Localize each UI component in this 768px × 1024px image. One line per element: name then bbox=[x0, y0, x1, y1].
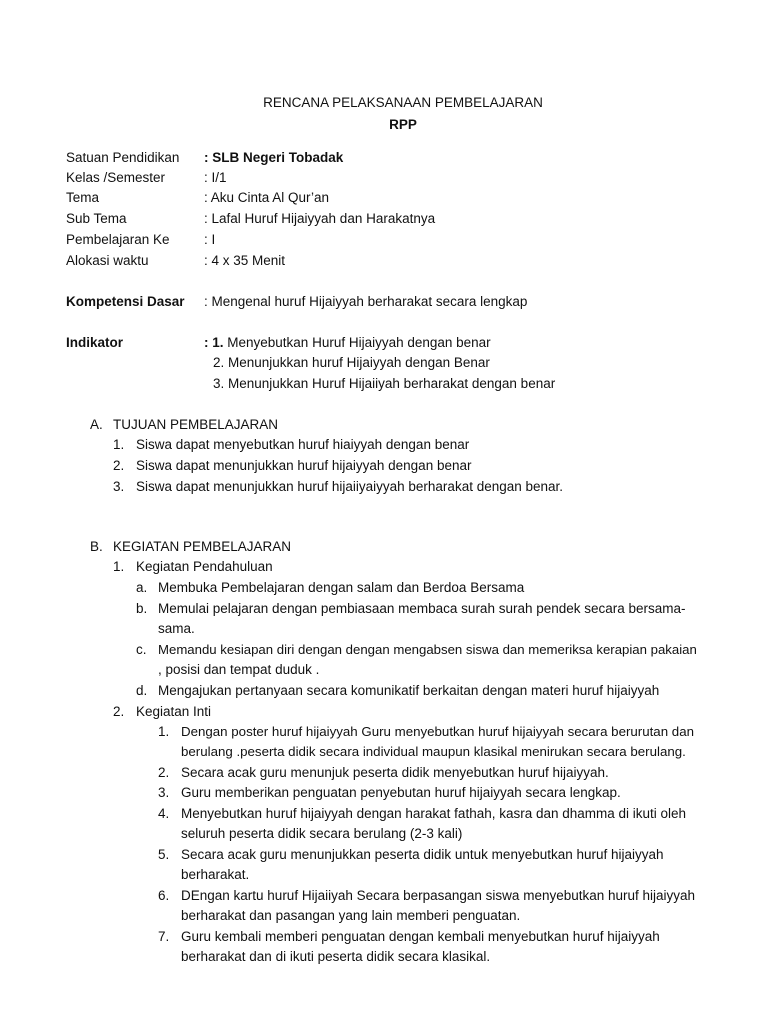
inti-item-cont: berulang .peserta didik secara individual maupun klasikal menirukan secara berulang. bbox=[181, 744, 686, 759]
inti-number: 6. bbox=[158, 888, 170, 903]
pendahuluan-marker: c. bbox=[136, 642, 147, 657]
indikator-item-2: 2. Menunjukkan huruf Hijaiyyah dengan Benar bbox=[213, 355, 490, 370]
indikator-label: Indikator bbox=[66, 335, 124, 350]
identity-label: Pembelajaran Ke bbox=[66, 232, 170, 247]
section-marker: B. bbox=[90, 539, 103, 554]
inti-item: Secara acak guru menunjukkan peserta didik untuk menyebutkan huruf hijaiyyah bbox=[181, 847, 664, 862]
inti-item-cont: berharakat. bbox=[181, 867, 250, 882]
identity-value: : 4 x 35 Menit bbox=[204, 253, 286, 268]
inti-item: Secara acak guru menunjuk peserta didik menyebutkan huruf hijaiyyah. bbox=[181, 765, 609, 780]
inti-item: Dengan poster huruf hijaiyyah Guru menyebutkan huruf hijaiyyah secara berurutan dan bbox=[181, 724, 694, 739]
section-marker: A. bbox=[90, 417, 103, 432]
pendahuluan-item: Memulai pelajaran dengan pembiasaan membaca surah surah pendek secara bersama- bbox=[158, 601, 686, 616]
inti-item: DEngan kartu huruf Hijaiiyah Secara berpasangan siswa menyebutkan huruf hijaiyyah bbox=[181, 888, 696, 903]
inti-item: Guru kembali memberi penguatan dengan kembali menyebutkan huruf hijaiyyah bbox=[181, 929, 660, 944]
subsection-number: 2. bbox=[113, 704, 125, 719]
subsection-number: 1. bbox=[113, 559, 125, 574]
tujuan-number: 2. bbox=[113, 458, 125, 473]
inti-item-cont: berharakat dan pasangan yang lain memberi penguatan. bbox=[181, 908, 521, 923]
inti-number: 1. bbox=[158, 724, 170, 739]
tujuan-heading: TUJUAN PEMBELAJARAN bbox=[113, 417, 279, 432]
inti-number: 3. bbox=[158, 785, 170, 800]
tujuan-number: 3. bbox=[113, 479, 125, 494]
indikator-prefix: : 1. bbox=[204, 335, 224, 350]
pendahuluan-marker: a. bbox=[136, 580, 148, 595]
identity-value: : I bbox=[204, 232, 216, 247]
tujuan-item: Siswa dapat menyebutkan huruf hiaiyyah dengan benar bbox=[136, 437, 470, 452]
pendahuluan-marker: b. bbox=[136, 601, 148, 616]
pendahuluan-item-cont: , posisi dan tempat duduk . bbox=[158, 662, 320, 677]
pendahuluan-marker: d. bbox=[136, 683, 148, 698]
pendahuluan-item: Membuka Pembelajaran dengan salam dan Berdoa Bersama bbox=[158, 580, 525, 595]
inti-item-cont: seluruh peserta didik secara berulang (2-3 kali) bbox=[181, 826, 463, 841]
indikator-item-1 bbox=[204, 333, 491, 353]
inti-number: 7. bbox=[158, 929, 170, 944]
tujuan-number: 1. bbox=[113, 437, 125, 452]
kompetensi-value: : Mengenal huruf Hijaiyyah berharakat secara lengkap bbox=[204, 294, 528, 309]
kegiatan-heading: KEGIATAN PEMBELAJARAN bbox=[113, 539, 292, 554]
identity-value: : SLB Negeri Tobadak bbox=[204, 150, 344, 165]
inti-title: Kegiatan Inti bbox=[136, 704, 212, 719]
inti-item-cont: berharakat dan di ikuti peserta didik secara klasikal. bbox=[181, 949, 491, 964]
tujuan-item: Siswa dapat menunjukkan huruf hijaiiyaiyyah berharakat dengan benar. bbox=[136, 479, 564, 494]
indikator-item-3: 3. Menunjukkan Huruf Hijaiiyah berharakat dengan benar bbox=[213, 376, 556, 391]
identity-value: : Aku Cinta Al Qur’an bbox=[204, 190, 330, 205]
document-subtitle: RPP bbox=[389, 117, 417, 132]
document-title: RENCANA PELAKSANAAN PEMBELAJARAN bbox=[263, 95, 543, 110]
identity-label: Kelas /Semester bbox=[66, 170, 166, 185]
identity-label: Tema bbox=[66, 190, 100, 205]
pendahuluan-title: Kegiatan Pendahuluan bbox=[136, 559, 273, 574]
identity-label: Alokasi waktu bbox=[66, 253, 149, 268]
inti-item: Menyebutkan huruf hijaiyyah dengan harakat fathah, kasra dan dhamma di ikuti oleh bbox=[181, 806, 687, 821]
identity-value: : Lafal Huruf Hijaiyyah dan Harakatnya bbox=[204, 211, 436, 226]
pendahuluan-item: Mengajukan pertanyaan secara komunikatif berkaitan dengan materi huruf hijaiyyah bbox=[158, 683, 660, 698]
kompetensi-label: Kompetensi Dasar bbox=[66, 294, 185, 309]
inti-number: 5. bbox=[158, 847, 170, 862]
tujuan-item: Siswa dapat menunjukkan huruf hijaiyyah dengan benar bbox=[136, 458, 472, 473]
inti-number: 2. bbox=[158, 765, 170, 780]
identity-value: : I/1 bbox=[204, 170, 227, 185]
inti-item: Guru memberikan penguatan penyebutan huruf hijaiyyah secara lengkap. bbox=[181, 785, 621, 800]
inti-number: 4. bbox=[158, 806, 170, 821]
pendahuluan-item: Memandu kesiapan diri dengan dengan mengabsen siswa dan memeriksa kerapian pakaian bbox=[158, 642, 697, 657]
indikator-first-text: Menyebutkan Huruf Hijaiyyah dengan benar bbox=[223, 335, 491, 350]
identity-label: Sub Tema bbox=[66, 211, 127, 226]
identity-label: Satuan Pendidikan bbox=[66, 150, 180, 165]
pendahuluan-item-cont: sama. bbox=[158, 621, 195, 636]
